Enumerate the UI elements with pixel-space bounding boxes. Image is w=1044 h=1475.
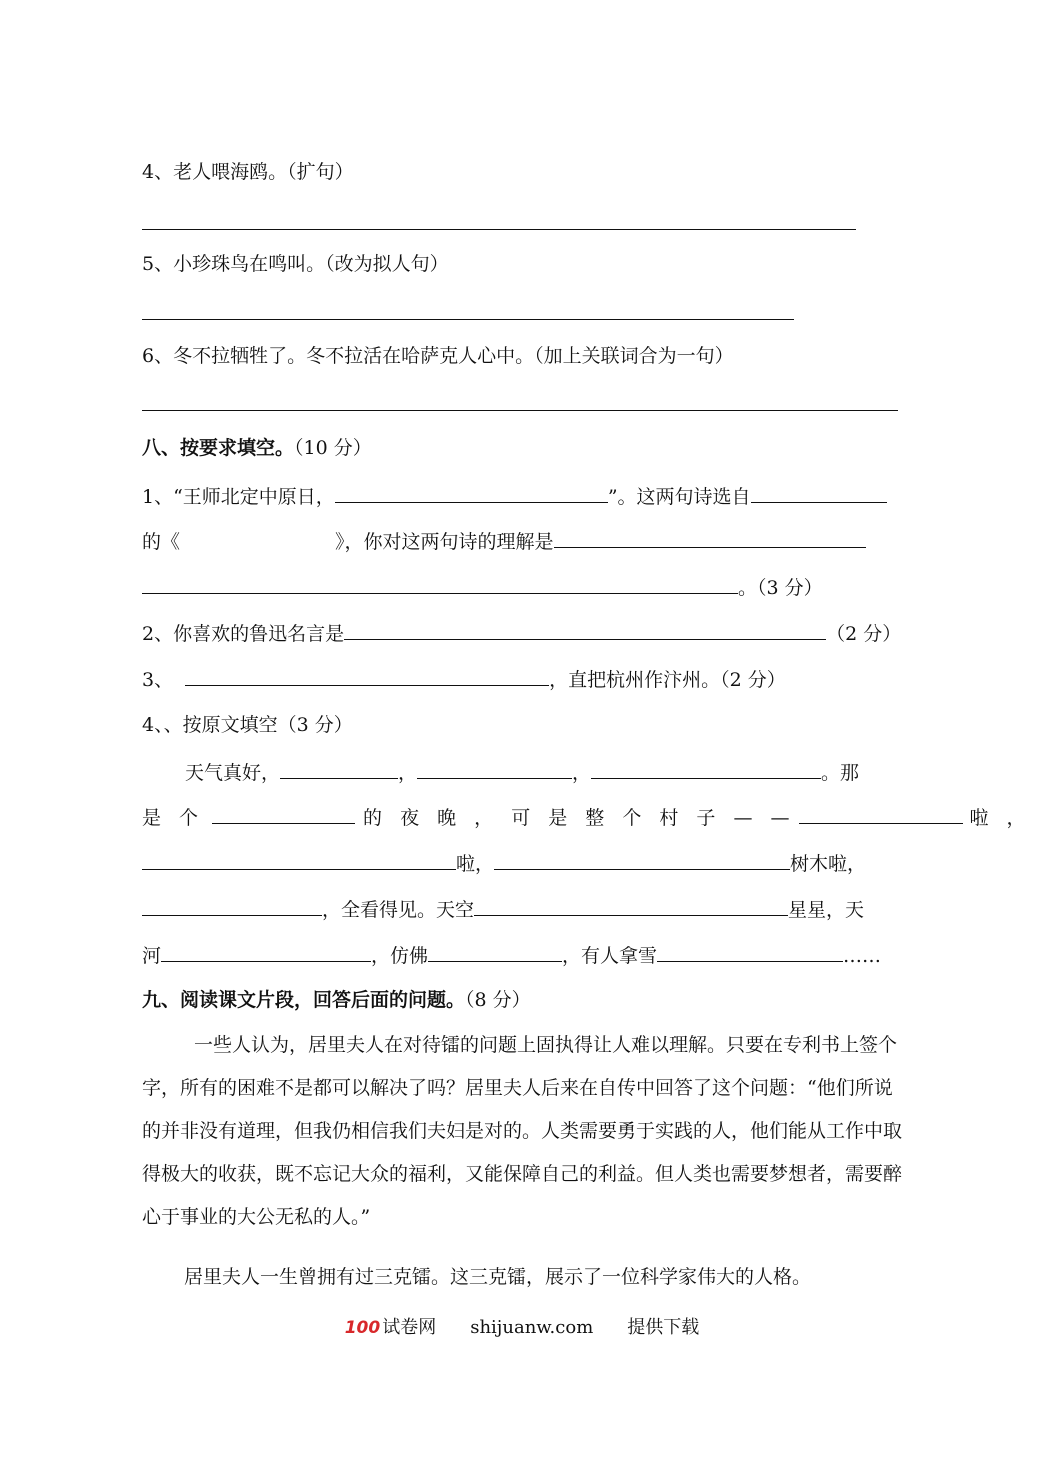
s8-q4-title: 4、、按原文填空（3 分） — [142, 714, 353, 736]
s8-q4-l1-text-c: ， — [572, 762, 592, 784]
s8-q4-line1 — [185, 759, 859, 785]
answer-line-q4[interactable] — [142, 229, 856, 230]
s8-q1-line2 — [142, 528, 866, 554]
site-url[interactable]: shijuanw.com — [470, 1317, 594, 1338]
s8-q1-text-b: ”。这两句诗选自 — [607, 486, 751, 508]
passage-paragraph-2: 居里夫人一生曾拥有过三克镭。这三克镭，展示了一位科学家伟大的人格。 — [184, 1266, 812, 1288]
s8-q4-blank-10[interactable] — [161, 942, 371, 962]
site-logo: 100 — [344, 1318, 381, 1338]
s8-q4-l2-text-b: 的 夜 晚 ， 可 是 整 个 村 子 — — — [363, 807, 796, 829]
s8-q4-blank-1[interactable] — [280, 759, 398, 779]
s8-q4-l5-text-d: …… — [843, 945, 882, 967]
s8-q4-line5 — [142, 942, 881, 968]
s8-q4-l1-text-a: 天气真好， — [185, 762, 281, 784]
s8-q2-text: 2、你喜欢的鲁迅名言是 — [142, 623, 345, 645]
s8-q4-blank-12[interactable] — [657, 942, 843, 962]
s8-q4-blank-9[interactable] — [474, 896, 788, 916]
s8-q4-l1-text-b: ， — [398, 762, 418, 784]
s8-q4-l5-text-b: ，仿佛 — [371, 945, 429, 967]
download-note: 提供下载 — [627, 1317, 700, 1338]
s8-q4-l5-text-c: ，有人拿雪 — [562, 945, 658, 967]
question-6: 6、冬不拉牺牲了。冬不拉活在哈萨克人心中。（加上关联词合为一句） — [142, 345, 734, 367]
page-footer — [0, 1313, 1044, 1339]
s8-q4-l2-text-a: 是 个 — [142, 807, 205, 829]
s8-q1-blank-1[interactable] — [335, 483, 608, 503]
answer-line-q6[interactable] — [142, 410, 898, 411]
s8-q4-l5-text-a: 河 — [142, 945, 162, 967]
section-9-title: 九、阅读课文片段，回答后面的问题。 — [142, 989, 466, 1011]
s8-q1-text-a: 1、“王师北定中原日， — [142, 486, 335, 508]
s8-q1-blank-2[interactable] — [751, 483, 887, 503]
section-8-heading — [142, 436, 372, 460]
s8-q4-l3-text-b: 树木啦， — [790, 853, 867, 875]
s8-q1-text-d: 》，你对这两句诗的理解是 — [335, 531, 554, 553]
s8-q4-blank-4[interactable] — [212, 804, 355, 824]
s8-q2-score: （2 分） — [826, 623, 902, 645]
s8-q3-line — [142, 666, 786, 692]
s8-q1-text-e: 。（3 分） — [738, 577, 823, 599]
s8-q4-line3 — [142, 850, 866, 876]
s8-q4-blank-2[interactable] — [417, 759, 572, 779]
s8-q4-blank-7[interactable] — [494, 850, 790, 870]
section-9-heading — [142, 988, 531, 1012]
s8-q3-text: ，直把杭州作汴州。（2 分） — [549, 669, 786, 691]
s8-q4-blank-5[interactable] — [799, 804, 963, 824]
s8-q4-l4-text-a: ，全看得见。天空 — [322, 899, 475, 921]
s8-q4-blank-8[interactable] — [142, 896, 322, 916]
s8-q4-l4-text-b: 星星，天 — [788, 899, 865, 921]
s8-q4-blank-3[interactable] — [591, 759, 821, 779]
site-name: 试卷网 — [382, 1317, 437, 1338]
question-5: 5、小珍珠鸟在鸣叫。（改为拟人句） — [142, 253, 449, 275]
section-9-score: （8 分） — [465, 989, 531, 1011]
question-4: 4、老人喂海鸥。（扩句） — [142, 161, 354, 183]
s8-q4-blank-11[interactable] — [428, 942, 562, 962]
s8-q4-blank-6[interactable] — [142, 850, 456, 870]
s8-q4-l2-text-c: 啦 ， — [969, 807, 1032, 829]
section-8-score: （10 分） — [294, 437, 372, 459]
s8-q4-line4 — [142, 896, 864, 922]
s8-q4-l3-text-a: 啦， — [456, 853, 495, 875]
answer-line-q5[interactable] — [142, 319, 794, 320]
s8-q1-blank-4[interactable] — [142, 574, 738, 594]
section-8-title: 八、按要求填空。 — [142, 437, 295, 459]
s8-q1-line3 — [142, 574, 823, 600]
passage-paragraph-1: 一些人认为，居里夫人在对待镭的问题上固执得让人难以理解。只要在专利书上签个字，所有的困难不是都可以解决了吗？居里夫人后来在自传中回答了这个问题：“他们所说的并非没有道理，但我仍相信我们夫妇是对的。人类需要勇于实践的人，他们能从工作中取得极大的收获，既不忘记大众的福利，又能保障自己的利益。但人类也需要梦想者，需要醉心于事业的大公无私的人。” — [142, 1034, 903, 1228]
s8-q1-text-c: 的《 — [142, 531, 181, 553]
s8-q2-line — [142, 620, 901, 646]
s8-q2-blank[interactable] — [344, 620, 826, 640]
s8-q4-l1-text-d: 。那 — [821, 762, 860, 784]
s8-q1-blank-3[interactable] — [554, 528, 866, 548]
s8-q3-blank[interactable] — [185, 666, 549, 686]
s8-q1-line1 — [142, 483, 887, 509]
s8-q4-line2 — [142, 804, 1032, 830]
s8-q3-number: 3、 — [142, 669, 174, 691]
